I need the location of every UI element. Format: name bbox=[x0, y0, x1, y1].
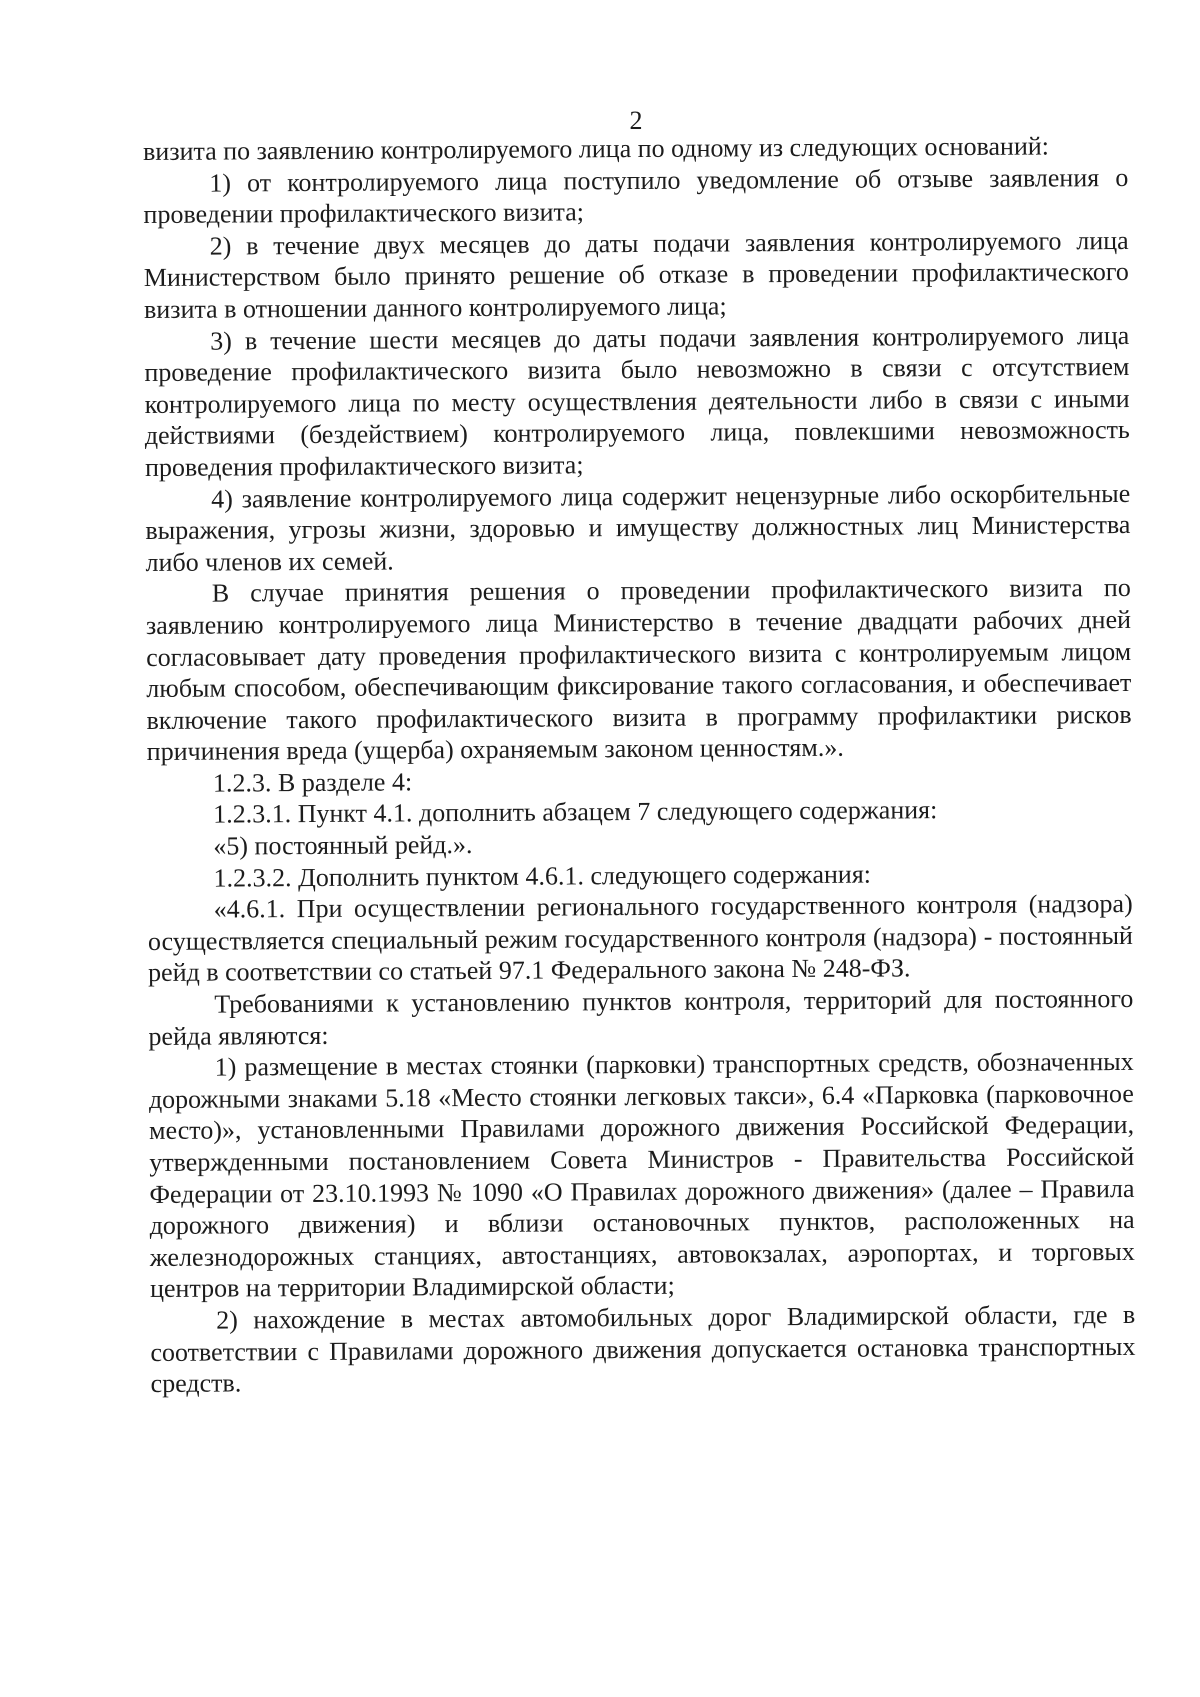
section-1-2-3: 1.2.3. В разделе 4: bbox=[212, 767, 413, 798]
requirement-1: 1) размещение в местах стоянки (парковки) транспортных средств, обозначенных дорожными знаками 5.18 «Место стоянки легковых такси», 6.4 «Парковка (парковочное место)», установленными Правилами дорожного движения Российской Федерации, утвержденными постановлением Совета Министров - Правительства Российской Федерации от 23.10.1993 № 1090 «О Правилах дорожного движения» (далее – Правила дорожного движения) и вблизи остановочных пунктов, расположенных на железнодорожных станциях, автостанциях, автовокзалах, аэропортах, и торговых центров на территории Владимирской области; bbox=[148, 1047, 1135, 1304]
paragraph-continuation: визита по заявлению контролируемого лица по одному из следующих оснований: bbox=[143, 131, 1050, 166]
requirement-2: 2) нахождение в местах автомобильных дорог Владимирской области, где в соответствии с Правилами дорожного движения допускается остановка транспортных средств. bbox=[150, 1299, 1136, 1399]
quoted-item-5: «5) постоянный рейд.». bbox=[213, 830, 473, 861]
paragraph-decision: В случае принятия решения о проведении профилактического визита по заявлению контролируемого лица Министерство в течение двадцати рабочих дней согласовывает дату проведения профилактического визита с контролируемым лицом любым способом, обеспечивающим фиксирование такого согласования, и обеспечивает включение такого профилактического визита в программу профилактики рисков причинения вреда (ущерба) охраняемым законом ценностям.». bbox=[145, 573, 1132, 767]
section-1-2-3-2: 1.2.3.2. Дополнить пунктом 4.6.1. следующего содержания: bbox=[213, 859, 872, 893]
clause-4-6-1: «4.6.1. При осуществлении регионального государственного контроля (надзора) осуществляется специальный режим государственного контроля (надзора) - постоянный рейд в соответствии со статьей 97.1 Федерального закона № 248-ФЗ. bbox=[147, 889, 1133, 988]
list-item-2: 2) в течение двух месяцев до даты подачи заявления контролируемого лица Министерством было принято решение об отказе в проведении профилактического визита в отношении данного контролируемого лица; bbox=[143, 225, 1129, 324]
list-item-1: 1) от контролируемого лица поступило уведомление об отзыве заявления о проведении профилактического визита; bbox=[143, 162, 1129, 230]
page-number: 2 bbox=[629, 106, 643, 135]
list-item-4: 4) заявление контролируемого лица содержит нецензурные либо оскорбительные выражения, угрозы жизни, здоровью и имуществу должностных лиц Министерства либо членов их семей. bbox=[145, 478, 1131, 577]
list-item-3: 3) в течение шести месяцев до даты подачи заявления контролируемого лица проведение профилактического визита было невозможно в связи с отсутствием контролируемого лица по месту осуществления деятельности либо в связи с иными действиями (бездействием) контролируемого лица, повлекшими невозможность проведения профилактического визита; bbox=[144, 320, 1130, 482]
paragraph-requirements: Требованиями к установлению пунктов контроля, территорий для постоянного рейда являются: bbox=[148, 983, 1134, 1051]
document-body bbox=[143, 130, 1136, 1400]
section-1-2-3-1: 1.2.3.1. Пункт 4.1. дополнить абзацем 7 следующего содержания: bbox=[213, 795, 938, 830]
